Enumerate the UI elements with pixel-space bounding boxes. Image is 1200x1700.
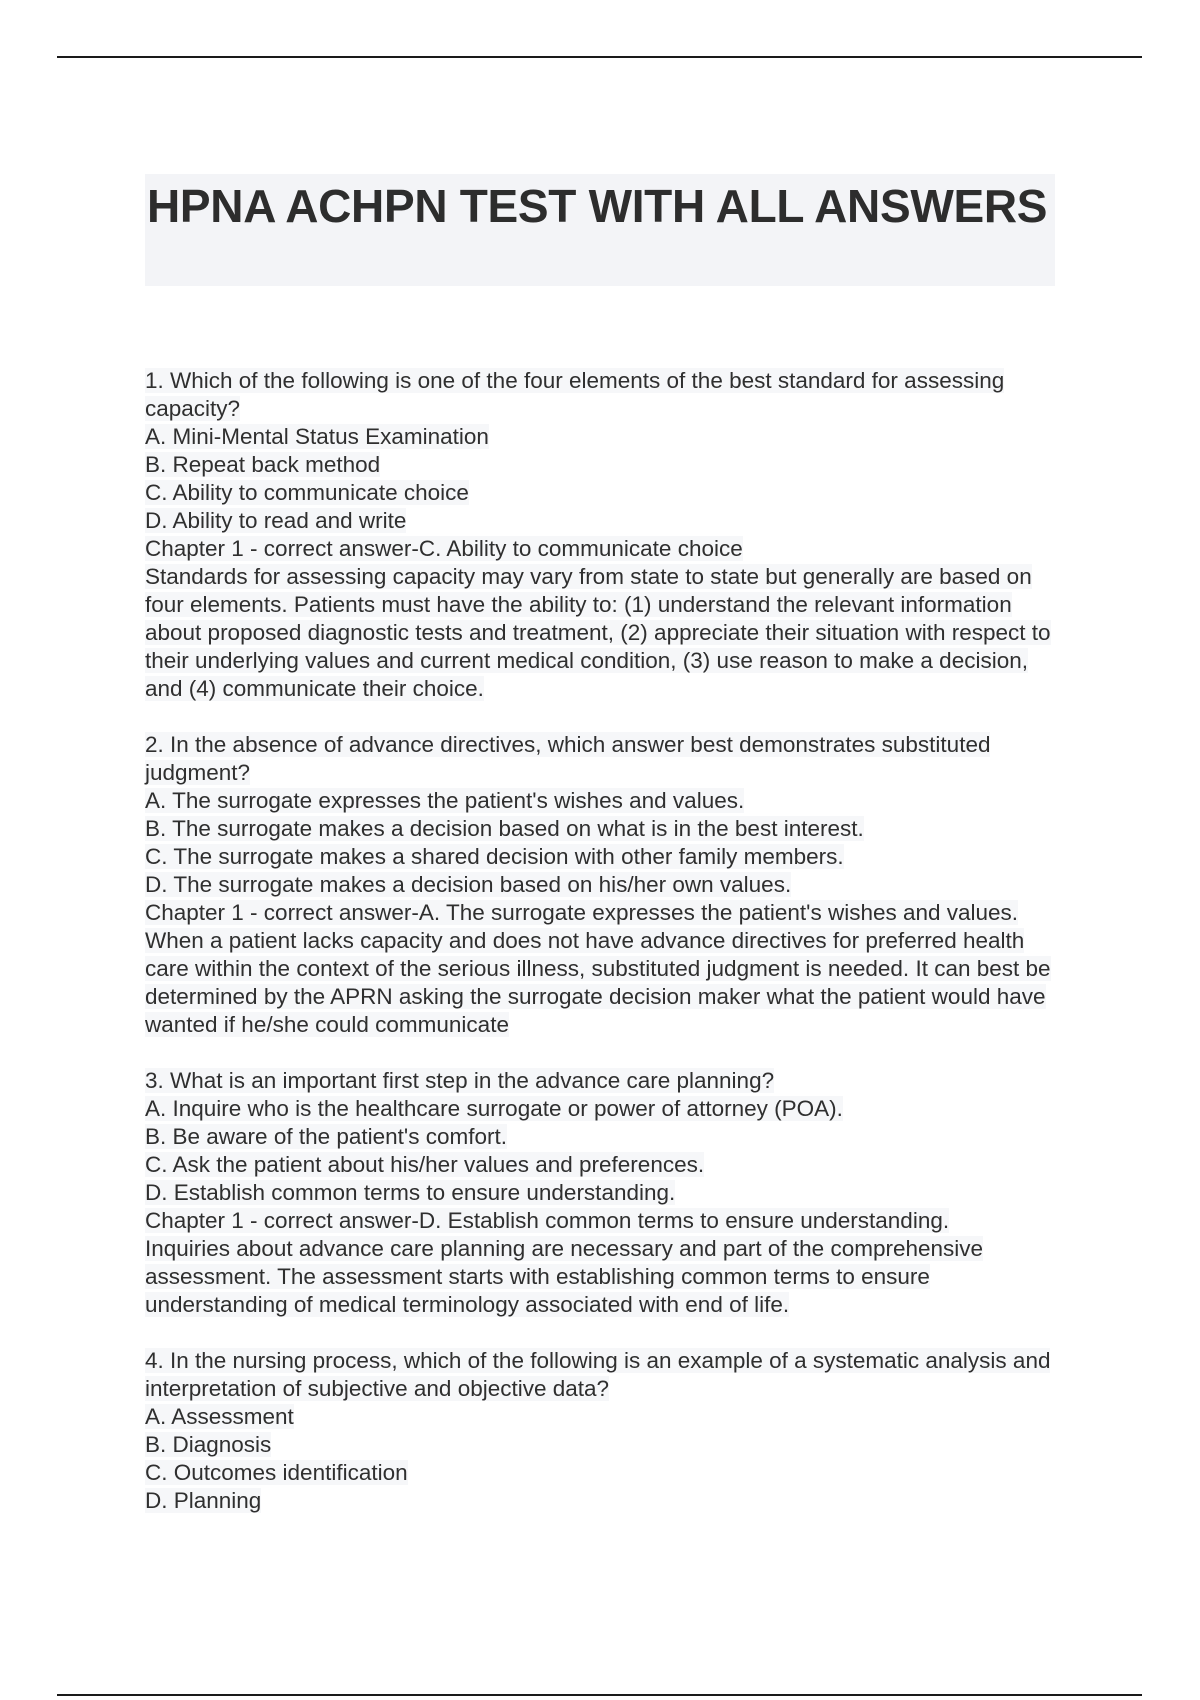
title-banner	[145, 174, 1055, 286]
question-4	[145, 1347, 1065, 1515]
answer-option-c: C. Ask the patient about his/her values and preferences.	[145, 1152, 705, 1177]
answer-option-a: A. Inquire who is the healthcare surrogate or power of attorney (POA).	[145, 1096, 843, 1121]
question-stem: 3. What is an important first step in the advance care planning?	[145, 1068, 775, 1093]
answer-rationale: When a patient lacks capacity and does not have advance directives for preferred health care within the context of the serious illness, substituted judgment is needed. It can best be determined by the APRN asking the surrogate decision maker what the patient would have wanted if he/she could communicate	[145, 928, 1051, 1037]
answer-option-d: D. Planning	[145, 1488, 262, 1513]
answer-rationale: Standards for assessing capacity may vary from state to state but generally are based on four elements. Patients must have the ability to: (1) understand the relevant information about proposed diagnostic tests and treatment, (2) appreciate their situation with respect to their underlying values and current medical condition, (3) use reason to make a decision, and (4) communicate their choice.	[145, 564, 1051, 701]
top-rule	[57, 56, 1142, 58]
answer-option-a: A. Mini-Mental Status Examination	[145, 424, 489, 449]
answer-option-b: B. Repeat back method	[145, 452, 381, 477]
answer-option-c: C. The surrogate makes a shared decision with other family members.	[145, 844, 844, 869]
answer-option-b: B. Diagnosis	[145, 1432, 272, 1457]
answer-option-d: D. Ability to read and write	[145, 508, 407, 533]
answer-rationale: Inquiries about advance care planning are necessary and part of the comprehensive assessment. The assessment starts with establishing common terms to ensure understanding of medical terminology associated with end of life.	[145, 1236, 984, 1317]
question-3	[145, 1067, 1065, 1319]
answer-option-d: D. The surrogate makes a decision based on his/her own values.	[145, 872, 792, 897]
answer-option-b: B. The surrogate makes a decision based on what is in the best interest.	[145, 816, 864, 841]
answer-option-c: C. Outcomes identification	[145, 1460, 408, 1485]
question-stem: 1. Which of the following is one of the four elements of the best standard for assessing capacity?	[145, 368, 1005, 421]
answer-option-c: C. Ability to communicate choice	[145, 480, 469, 505]
answer-option-a: A. The surrogate expresses the patient's wishes and values.	[145, 788, 745, 813]
answer-option-d: D. Establish common terms to ensure understanding.	[145, 1180, 676, 1205]
answer-option-b: B. Be aware of the patient's comfort.	[145, 1124, 507, 1149]
question-2	[145, 731, 1065, 1039]
correct-answer: Chapter 1 - correct answer-C. Ability to communicate choice	[145, 536, 743, 561]
question-1	[145, 367, 1065, 703]
bottom-rule	[57, 1694, 1142, 1696]
question-stem: 2. In the absence of advance directives, which answer best demonstrates substituted judgment?	[145, 732, 991, 785]
document-title: HPNA ACHPN TEST WITH ALL ANSWERS	[147, 180, 1048, 232]
correct-answer: Chapter 1 - correct answer-A. The surrogate expresses the patient's wishes and values.	[145, 900, 1019, 925]
question-list	[145, 367, 1065, 1543]
question-stem: 4. In the nursing process, which of the following is an example of a systematic analysis and interpretation of subjective and objective data?	[145, 1348, 1051, 1401]
correct-answer: Chapter 1 - correct answer-D. Establish common terms to ensure understanding.	[145, 1208, 950, 1233]
answer-option-a: A. Assessment	[145, 1404, 294, 1429]
